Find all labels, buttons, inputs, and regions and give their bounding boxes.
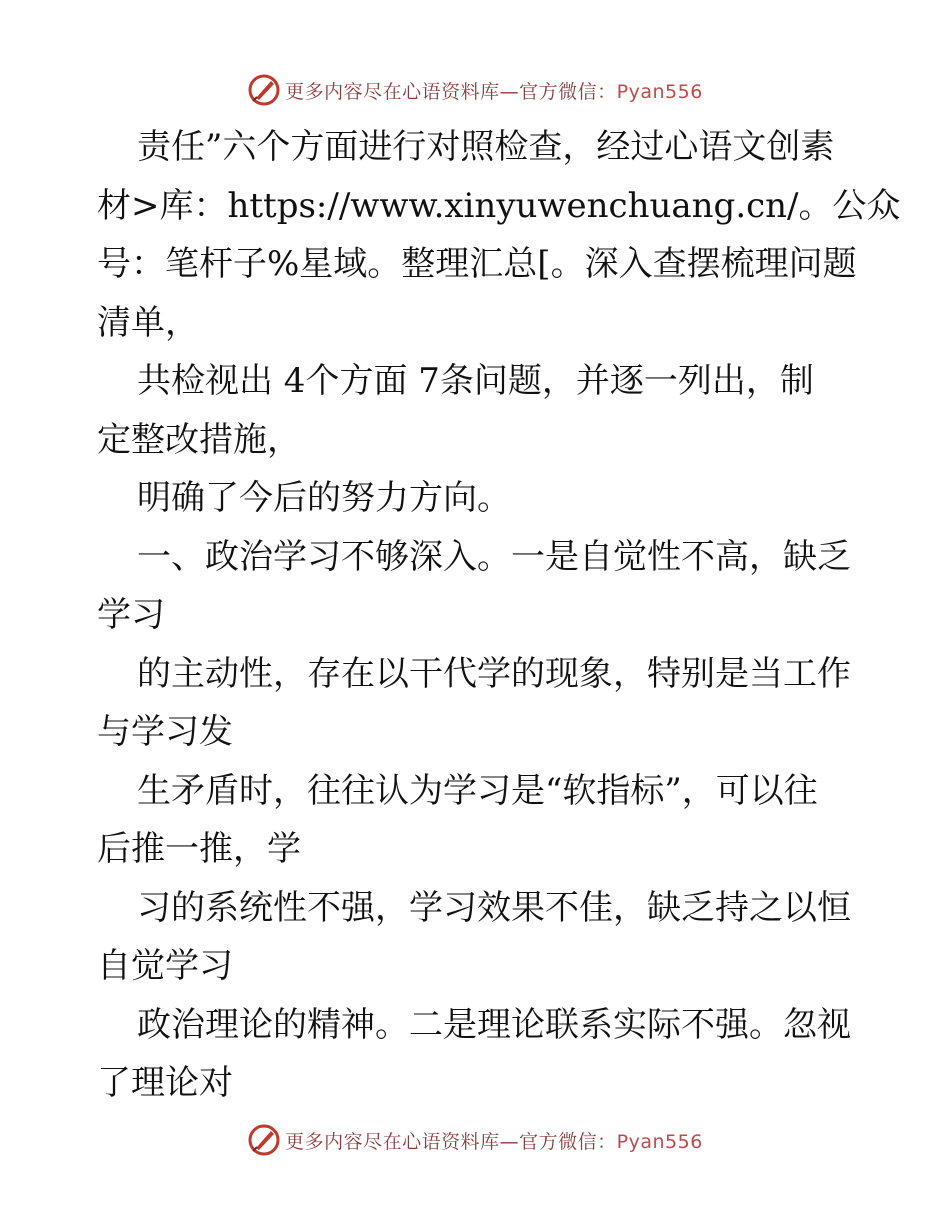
footer-banner-label: 更多内容尽在心语资料库—官方微信： <box>285 1130 617 1153</box>
body-line: 责任”六个方面进行对照检查，经过心语文创素 <box>137 127 835 167</box>
body-line: 习的系统性不强，学习效果不佳，缺乏持之以恒 <box>137 887 851 928</box>
document-body <box>97 118 901 1113</box>
body-line: 生矛盾时，往往认为学习是“软指标”，可以往 <box>137 770 818 811</box>
header-banner-text <box>285 77 703 104</box>
body-line: 政治理论的精神。二是理论联系实际不强。忽视 <box>137 1004 851 1045</box>
header-wechat-id: Pyan556 <box>616 80 703 103</box>
body-line: 学习 <box>97 595 165 635</box>
body-line: 清单， <box>97 302 199 343</box>
pen-circle-logo-icon <box>247 1123 281 1157</box>
body-line: 材>库：https://www.xinyuwenchuang.cn/。公众 <box>97 185 901 226</box>
body-line: 号：笔杆子%星域。整理汇总[。深入查摆梳理问题 <box>97 244 857 284</box>
header-banner <box>0 70 950 110</box>
header-banner-label: 更多内容尽在心语资料库—官方微信： <box>285 80 617 103</box>
footer-banner-text <box>285 1127 703 1154</box>
body-line: 了理论对 <box>97 1063 233 1103</box>
body-line: 明确了今后的努力方向。 <box>137 478 511 518</box>
body-line: 后推一推，学 <box>97 829 301 869</box>
body-line: 共检视出 4个方面 7条问题，并逐一列出，制 <box>137 361 814 401</box>
footer-wechat-id: Pyan556 <box>616 1130 703 1153</box>
body-line: 的主动性，存在以干代学的现象，特别是当工作 <box>137 653 851 694</box>
body-line: 定整改措施， <box>97 419 301 460</box>
body-line: 与学习发 <box>97 712 233 752</box>
footer-banner <box>0 1120 950 1160</box>
body-line: 自觉学习 <box>97 946 233 986</box>
body-line: 一、政治学习不够深入。一是自觉性不高，缺乏 <box>137 536 851 577</box>
pen-circle-logo-icon <box>247 73 281 107</box>
